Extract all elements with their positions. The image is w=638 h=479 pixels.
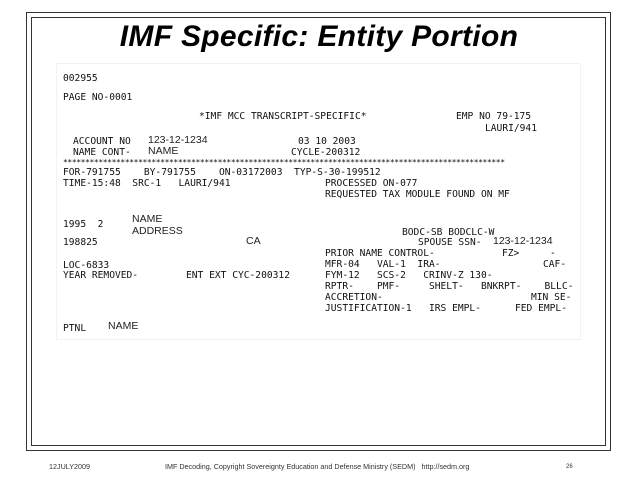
name-cont-value: NAME xyxy=(148,145,179,157)
transcript-header: *IMF MCC TRANSCRIPT-SPECIFIC* xyxy=(199,111,367,122)
min-se: MIN SE- xyxy=(531,292,572,303)
cycle: CYCLE-200312 xyxy=(291,147,361,158)
for-line: FOR-791755 BY-791755 ON-03172003 TYP-S-30-199512 xyxy=(63,167,381,178)
spouse-ssn-label: SPOUSE SSN- xyxy=(418,237,482,248)
slide-title: IMF Specific: Entity Portion xyxy=(119,20,519,53)
fz-dash: - xyxy=(550,248,556,259)
page-number-line: PAGE NO-0001 xyxy=(63,92,133,103)
rptr-line: RPTR- PMF- SHELT- BNKRPT- BLLC- xyxy=(325,281,574,292)
fed-empl: FED EMPL- xyxy=(515,303,567,314)
bodc-line: BODC-SB BODCLC-W xyxy=(402,227,495,238)
line-id: 002955 xyxy=(63,73,98,84)
emp-number: EMP NO 79-175 xyxy=(456,111,532,122)
name-cont-label: NAME CONT- xyxy=(73,147,131,158)
state: CA xyxy=(246,235,261,247)
page-number: 26 xyxy=(566,464,573,470)
processed-on: PROCESSED ON-077 xyxy=(325,178,418,189)
ent-ext-cycle: ENT EXT CYC-200312 xyxy=(186,270,290,281)
time-line: TIME-15:48 SRC-1 LAURI/941 xyxy=(63,178,231,189)
footer-credit: IMF Decoding, Copyright Sovereignty Education and Defense Ministry (SEDM) http://sedm.org xyxy=(165,462,470,471)
taxpayer-address: ADDRESS xyxy=(132,225,183,237)
caf-line: CAF- xyxy=(543,259,567,270)
fz-code: FZ> xyxy=(502,248,520,259)
account-label: ACCOUNT NO xyxy=(73,136,131,147)
justification-line: JUSTIFICATION-1 IRS EMPL- xyxy=(325,303,481,314)
fym-line: FYM-12 SCS-2 CRINV-Z 130- xyxy=(325,270,493,281)
account-number: 123-12-1234 xyxy=(148,134,208,146)
transcript-date: 03 10 2003 xyxy=(298,136,356,147)
ptnl-label: PTNL xyxy=(63,323,87,334)
ptnl-name: NAME xyxy=(108,320,139,332)
loc-line: LOC-6833 xyxy=(63,260,110,271)
requested-module: REQUESTED TAX MODULE FOUND ON MF xyxy=(325,189,510,200)
emp-name: LAURI/941 xyxy=(485,123,537,134)
accretion-line: ACCRETION- xyxy=(325,292,383,303)
code-198825: 198825 xyxy=(63,237,98,248)
year-removed: YEAR REMOVED- xyxy=(63,270,139,281)
mfr-line: MFR-04 VAL-1 IRA- xyxy=(325,259,441,270)
spouse-ssn: 123-12-1234 xyxy=(493,235,553,247)
footer-date: 12JULY2009 xyxy=(49,462,91,471)
year-code: 1995 2 xyxy=(63,219,104,230)
taxpayer-name: NAME xyxy=(132,213,163,225)
transcript-scan xyxy=(56,63,581,340)
separator-line: **************************************************************************************************** xyxy=(63,158,505,167)
prior-name-control: PRIOR NAME CONTROL- xyxy=(325,248,435,259)
